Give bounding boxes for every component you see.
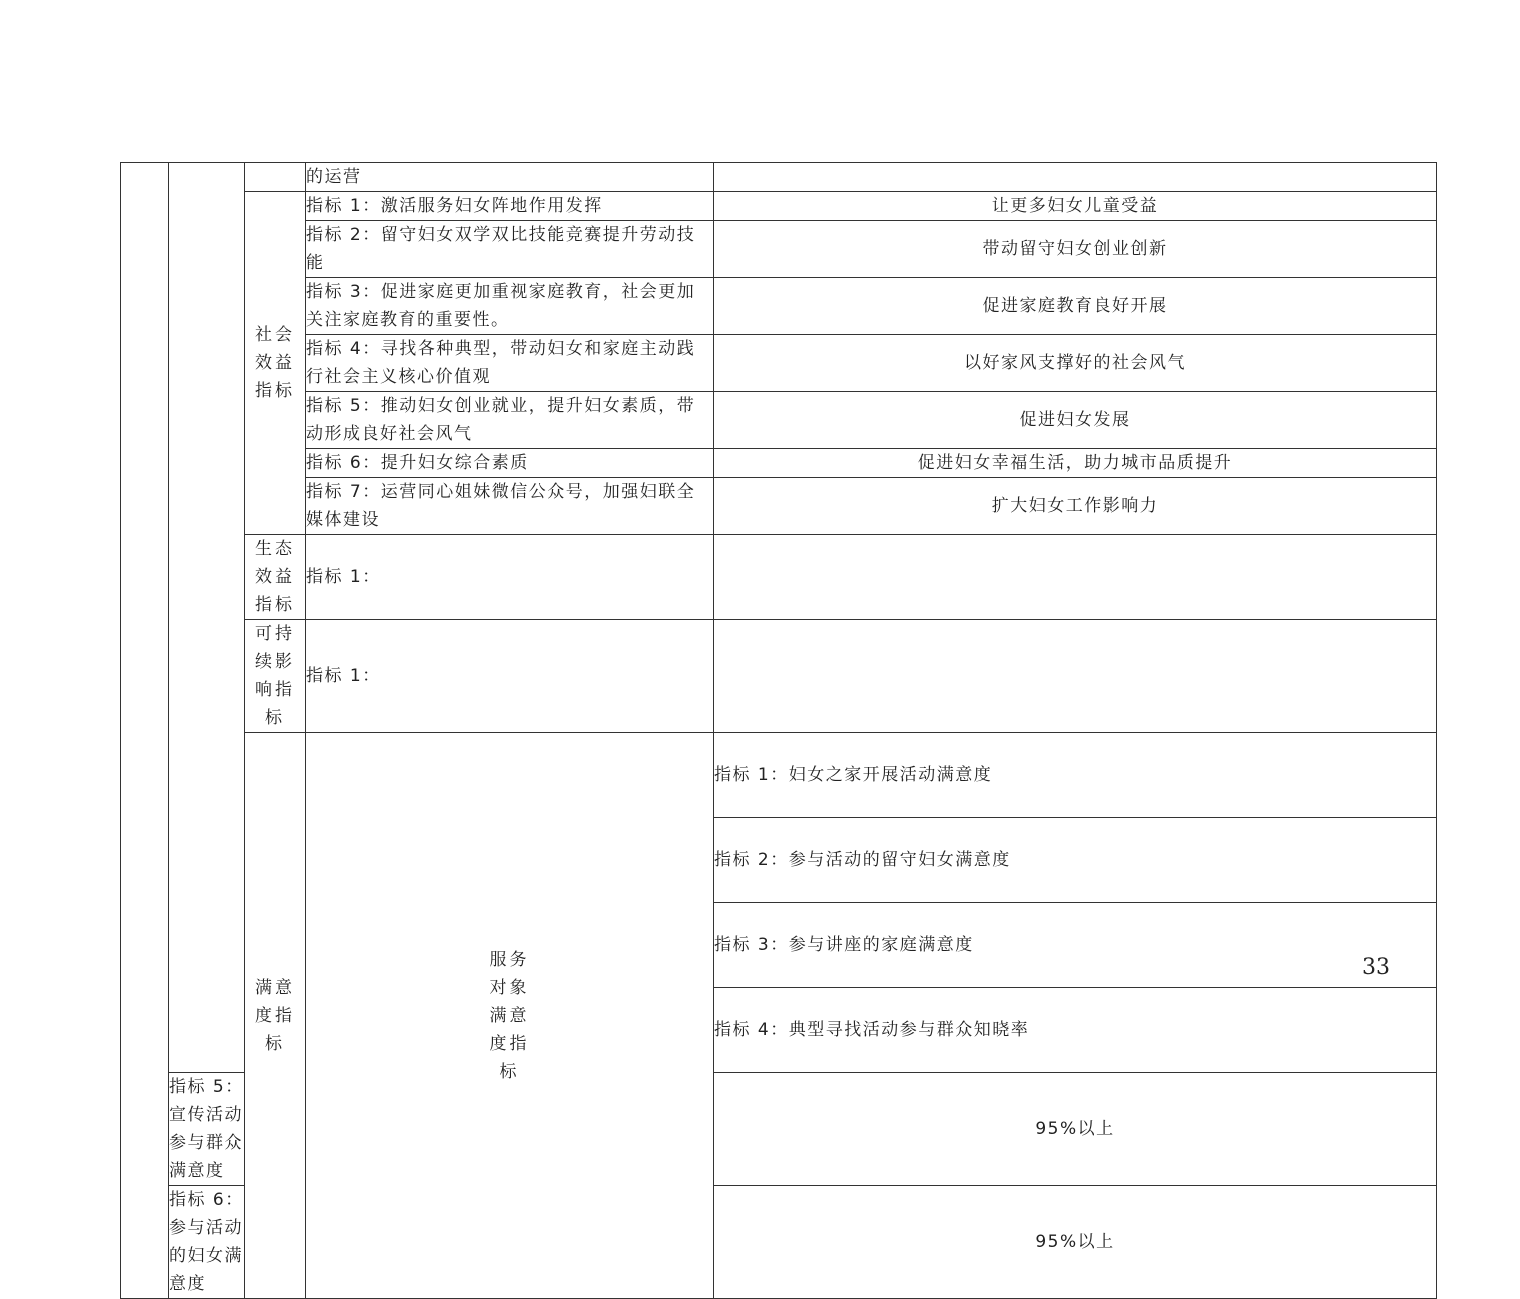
table-row	[121, 221, 1437, 278]
indicator-cell: 指标 1：妇女之家开展活动满意度	[714, 733, 1437, 818]
satisfaction-category: 满意 度指 标	[245, 733, 306, 1299]
indicator-cell: 指标 4：寻找各种典型，带动妇女和家庭主动践行社会主义核心价值观	[306, 335, 714, 392]
value-cell: 促进妇女幸福生活，助力城市品质提升	[714, 449, 1437, 478]
indicator-cell: 指标 2：参与活动的留守妇女满意度	[714, 818, 1437, 903]
indicator-cell: 指标 6：提升妇女综合素质	[306, 449, 714, 478]
indicator-cell: 指标 5：宣传活动参与群众满意度	[169, 1073, 245, 1186]
value-cell: 95%以上	[714, 1186, 1437, 1299]
col1-cell	[121, 163, 169, 1299]
value-cell: 带动留守妇女创业创新	[714, 221, 1437, 278]
table-row	[121, 192, 1437, 221]
value-cell: 促进妇女发展	[714, 392, 1437, 449]
table-row	[121, 449, 1437, 478]
value-cell: 以好家风支撑好的社会风气	[714, 335, 1437, 392]
indicator-cell: 指标 1：	[306, 535, 714, 620]
indicator-cell: 指标 4：典型寻找活动参与群众知晓率	[714, 988, 1437, 1073]
table-row	[121, 620, 1437, 733]
table-row	[121, 392, 1437, 449]
col3-cell	[245, 163, 306, 192]
table-row	[121, 478, 1437, 535]
value-cell: 95%以上	[714, 1073, 1437, 1186]
table-row	[121, 163, 1437, 192]
value-cell: 扩大妇女工作影响力	[714, 478, 1437, 535]
indicator-cell: 指标 6：参与活动的妇女满意度	[169, 1186, 245, 1299]
social-benefit-category: 社会 效益 指标	[245, 192, 306, 535]
indicator-cell: 指标 2：留守妇女双学双比技能竞赛提升劳动技能	[306, 221, 714, 278]
table-row	[121, 278, 1437, 335]
indicator-cell: 指标 5：推动妇女创业就业，提升妇女素质，带动形成良好社会风气	[306, 392, 714, 449]
indicator-cell: 指标 1：	[306, 620, 714, 733]
value-cell	[714, 163, 1437, 192]
ecology-benefit-category: 生态 效益 指标	[245, 535, 306, 620]
sustainability-category: 可持 续影 响指 标	[245, 620, 306, 733]
indicator-cell: 指标 1：激活服务妇女阵地作用发挥	[306, 192, 714, 221]
value-cell	[714, 620, 1437, 733]
col2-cell	[169, 163, 245, 1073]
indicator-cell: 指标 3：促进家庭更加重视家庭教育，社会更加关注家庭教育的重要性。	[306, 278, 714, 335]
table-row	[121, 335, 1437, 392]
performance-indicator-table	[120, 162, 1437, 1299]
indicator-cell: 指标 3：参与讲座的家庭满意度	[714, 903, 1437, 988]
table-row	[121, 535, 1437, 620]
value-cell: 让更多妇女儿童受益	[714, 192, 1437, 221]
indicator-cell: 指标 7：运营同心姐妹微信公众号，加强妇联全媒体建设	[306, 478, 714, 535]
table-row	[121, 733, 1437, 818]
value-cell: 促进家庭教育良好开展	[714, 278, 1437, 335]
value-cell	[714, 535, 1437, 620]
indicator-cell: 的运营	[306, 163, 714, 192]
page-number: 33	[1362, 955, 1390, 980]
service-target-satisfaction-category: 服务 对象 满意 度指 标	[306, 733, 714, 1299]
